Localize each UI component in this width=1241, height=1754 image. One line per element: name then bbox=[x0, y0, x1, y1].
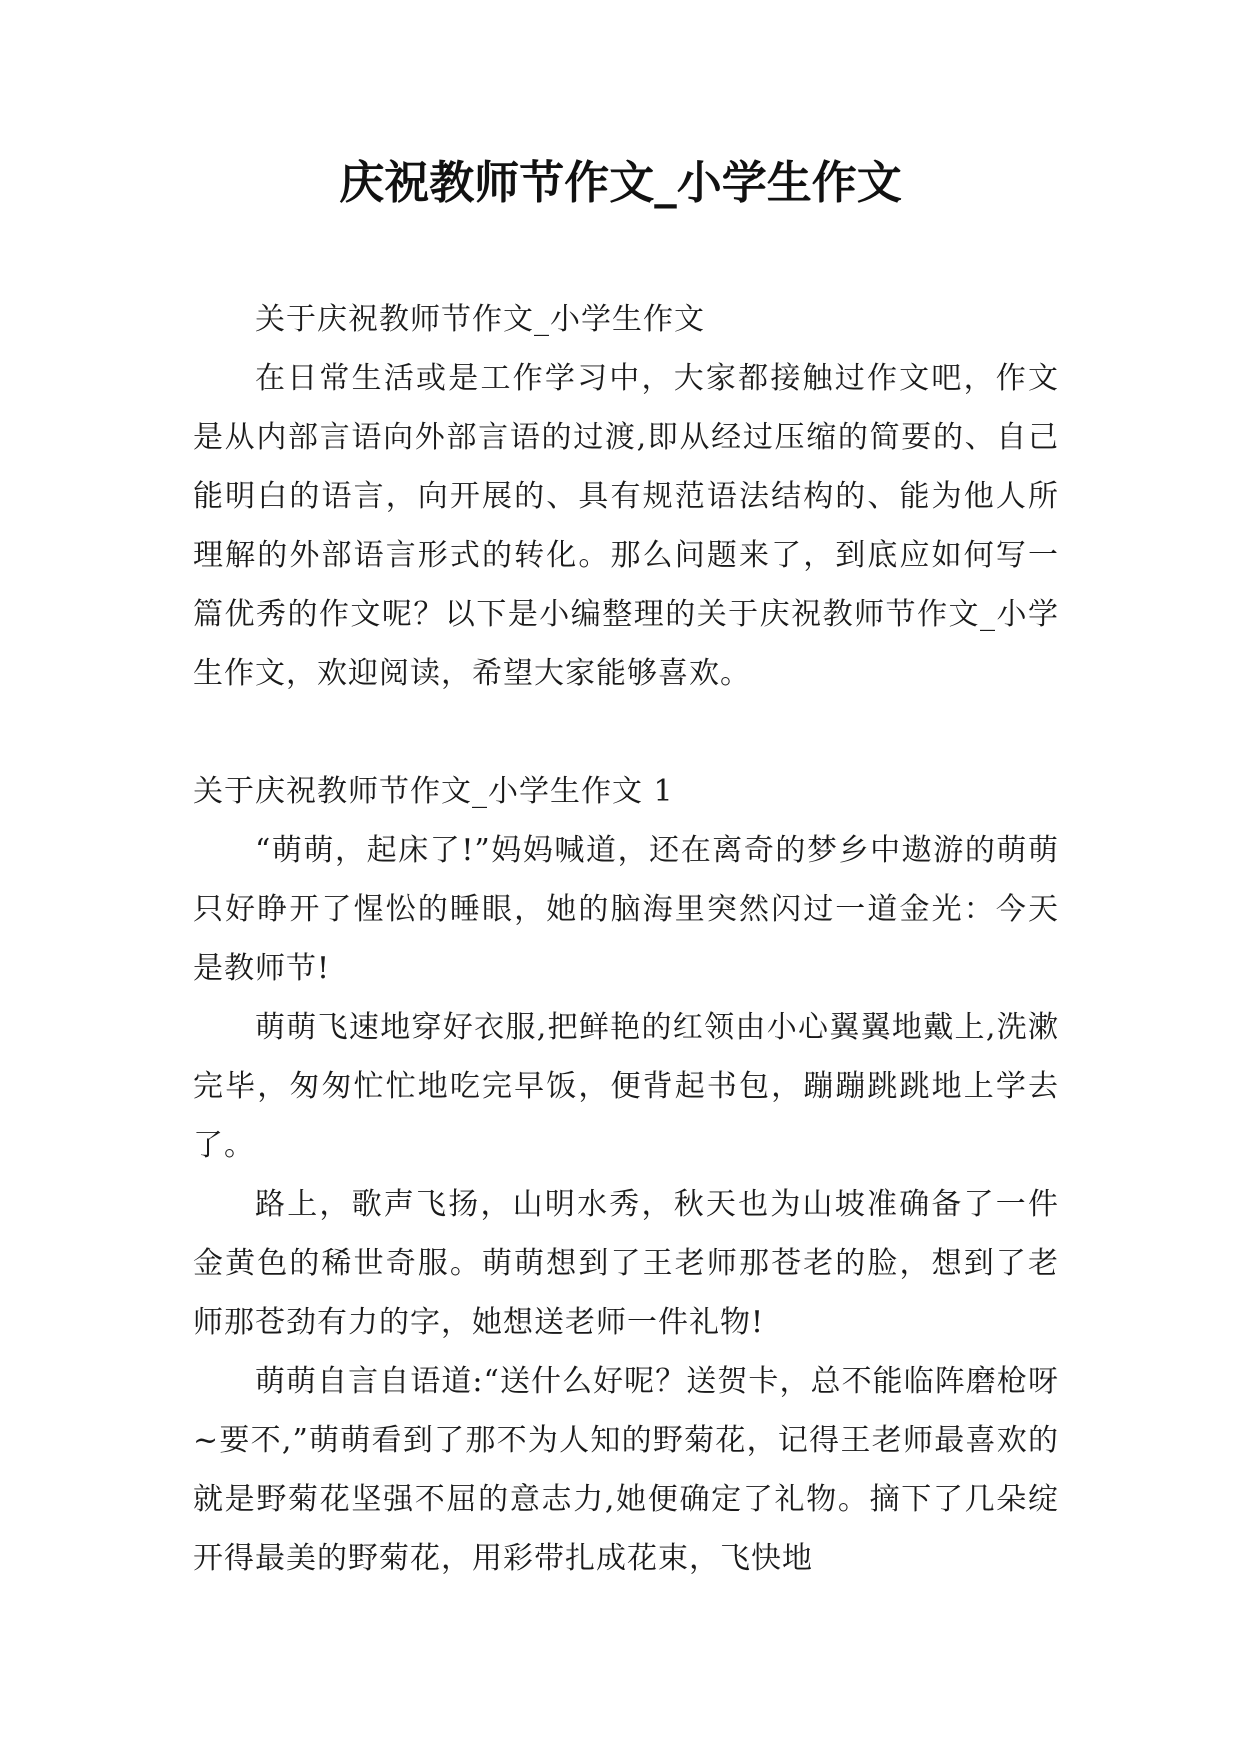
intro-paragraph: 在日常生活或是工作学习中，大家都接触过作文吧，作文是从内部言语向外部言语的过渡,即从经过压缩的简要的、自己能明白的语言，向开展的、具有规范语法结构的、能为他人所理解的外部语言形式的转化。那么问题来了，到底应如何写一篇优秀的作文呢？以下是小编整理的关于庆祝教师节作文_小学生作文，欢迎阅读，希望大家能够喜欢。 bbox=[193, 361, 1059, 691]
body-paragraph: 萌萌飞速地穿好衣服,把鲜艳的红领由小心翼翼地戴上,洗漱完毕，匆匆忙忙地吃完早饭，便背起书包，蹦蹦跳跳地上学去了。 bbox=[193, 1010, 1059, 1163]
body-paragraph: 萌萌自言自语道:“送什么好呢？送贺卡，总不能临阵磨枪呀~要不,”萌萌看到了那不为人知的野菊花，记得王老师最喜欢的就是野菊花坚强不屈的意志力,她便确定了礼物。摘下了几朵绽开得最美的野菊花，用彩带扎成花束，飞快地 bbox=[193, 1364, 1059, 1576]
document-body bbox=[193, 290, 1059, 1588]
body-paragraph: 路上，歌声飞扬，山明水秀，秋天也为山坡准确备了一件金黄色的稀世奇服。萌萌想到了王老师那苍老的脸，想到了老师那苍劲有力的字，她想送老师一件礼物! bbox=[193, 1187, 1059, 1340]
intro-heading: 关于庆祝教师节作文_小学生作文 bbox=[255, 302, 705, 337]
document-title: 庆祝教师节作文_小学生作文 bbox=[339, 156, 902, 209]
section-heading: 关于庆祝教师节作文_小学生作文 1 bbox=[193, 774, 674, 809]
body-paragraph: “萌萌，起床了!”妈妈喊道，还在离奇的梦乡中遨游的萌萌只好睁开了惺忪的睡眼，她的脑海里突然闪过一道金光：今天是教师节! bbox=[193, 833, 1059, 986]
